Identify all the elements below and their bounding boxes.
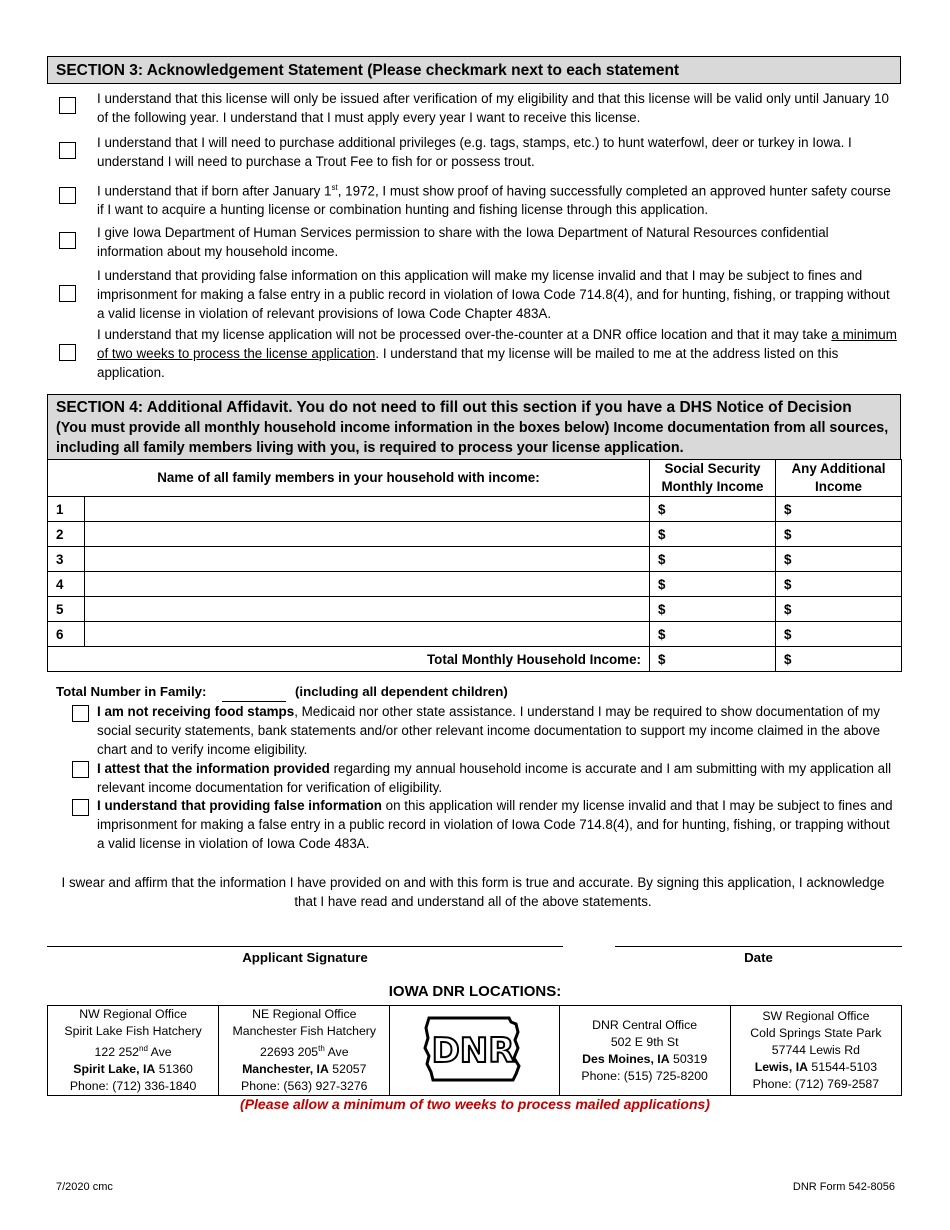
signature-line[interactable] bbox=[47, 946, 563, 947]
row-number: 4 bbox=[48, 572, 85, 597]
ack-statement-6: I understand that my license application will not be processed over-the-counter at a DNR office location and that it may take a minimum of two weeks to process the license application. I understand that my license will be mailed to me at the address listed on this application. bbox=[97, 327, 897, 380]
member-name-field[interactable] bbox=[85, 547, 650, 572]
attest-statement-3: I understand that providing false information on this application will render my license invalid and that I may be subject to fines and imprisonment for making a false entry in a public record in violation of Iowa Code 714.8(4), and for hunting, fishing, or trapping without a valid license in violation of Iowa Code 483A. bbox=[97, 798, 893, 851]
additional-income-field[interactable]: $ bbox=[776, 622, 902, 647]
attest-checkbox-1[interactable] bbox=[72, 705, 89, 722]
income-table-header bbox=[48, 460, 902, 497]
ack-checkbox-3[interactable] bbox=[59, 187, 76, 204]
ss-income-field[interactable]: $ bbox=[650, 572, 776, 597]
member-name-field[interactable] bbox=[85, 622, 650, 647]
total-additional-income-field[interactable]: $ bbox=[776, 647, 902, 672]
family-count-label: Total Number in Family: bbox=[56, 684, 207, 699]
ack-statement-5: I understand that providing false information on this application will make my license invalid and that I may be subject to fines and imprisonment for making a false entry in a public record in violation of Iowa Code 714.8(4), and for hunting, fishing, or trapping without a valid license in violation of relevant provisions of Iowa Code Chapter 483A. bbox=[97, 268, 890, 321]
ack-statement-2: I understand that I will need to purchase additional privileges (e.g. tags, stamps, etc.) to hunt waterfowl, deer or turkey in Iowa. I understand I will need to purchase a Trout Fee to fish for or possess trout. bbox=[97, 135, 852, 169]
col-header-additional: Any Additional Income bbox=[776, 460, 902, 497]
ack-checkbox-6[interactable] bbox=[59, 344, 76, 361]
footer-left: 7/2020 cmc bbox=[56, 1181, 113, 1193]
row-number: 3 bbox=[48, 547, 85, 572]
section4-title bbox=[47, 394, 901, 460]
member-name-field[interactable] bbox=[85, 597, 650, 622]
attest-checkbox-2[interactable] bbox=[72, 761, 89, 778]
ack-statement-4: I give Iowa Department of Human Services permission to share with the Iowa Department of Natural Resources confidential information about my household income. bbox=[97, 225, 829, 259]
additional-income-field[interactable]: $ bbox=[776, 522, 902, 547]
total-income-label: Total Monthly Household Income: bbox=[48, 647, 650, 672]
income-table bbox=[47, 459, 902, 672]
section4-title-line1: SECTION 4: Additional Affidavit. You do not need to fill out this section if you have a DHS Notice of Decision bbox=[56, 399, 852, 416]
ack-checkbox-4[interactable] bbox=[59, 232, 76, 249]
total-ss-income-field[interactable]: $ bbox=[650, 647, 776, 672]
ack-checkbox-2[interactable] bbox=[59, 142, 76, 159]
row-number: 2 bbox=[48, 522, 85, 547]
ack-statement-1: I understand that this license will only be issued after verification of my eligibility and that this license will be valid only until January 10 of the following year. I understand that I must apply every year I want to receive this license. bbox=[97, 91, 889, 125]
member-name-field[interactable] bbox=[85, 572, 650, 597]
ss-income-field[interactable]: $ bbox=[650, 622, 776, 647]
total-row bbox=[48, 647, 902, 672]
table-row bbox=[48, 597, 902, 622]
office-ne: NE Regional Office Manchester Fish Hatchery 22693 205th Ave Manchester, IA 52057 Phone: (563) 927-3276 bbox=[219, 1006, 390, 1096]
section3-title: SECTION 3: Acknowledgement Statement (Please checkmark next to each statement bbox=[47, 56, 901, 84]
additional-income-field[interactable]: $ bbox=[776, 597, 902, 622]
office-central: DNR Central Office 502 E 9th St Des Moines, IA 50319 Phone: (515) 725-8200 bbox=[559, 1006, 730, 1096]
col-header-name: Name of all family members in your household with income: bbox=[48, 460, 650, 497]
member-name-field[interactable] bbox=[85, 522, 650, 547]
svg-text:DNR: DNR bbox=[432, 1031, 515, 1072]
ack-checkbox-1[interactable] bbox=[59, 97, 76, 114]
signature-label: Applicant Signature bbox=[242, 950, 368, 965]
table-row bbox=[48, 547, 902, 572]
additional-income-field[interactable]: $ bbox=[776, 547, 902, 572]
attest-checkbox-3[interactable] bbox=[72, 799, 89, 816]
row-number: 6 bbox=[48, 622, 85, 647]
ack-checkbox-5[interactable] bbox=[59, 285, 76, 302]
date-line[interactable] bbox=[615, 946, 902, 947]
dnr-logo bbox=[390, 1006, 559, 1096]
dnr-logo-icon bbox=[419, 1012, 529, 1084]
table-row bbox=[48, 497, 902, 522]
attest-statement-1: I am not receiving food stamps, Medicaid nor other state assistance. I understand I may be required to show documentation of my social security statements, bank statements and/or other relevant income documentation to support my income claimed in the above chart and to verify income eligibility. bbox=[97, 704, 881, 757]
family-count-note: (including all dependent children) bbox=[295, 684, 508, 699]
ack-statement-3: I understand that if born after January 1st, 1972, I must show proof of having successfully completed an approved hunter safety course if I want to acquire a hunting license or combination hunting and fishing license through this application. bbox=[97, 183, 891, 218]
attest-statement-2: I attest that the information provided regarding my annual household income is accurate and I am submitting with my application all relevant income documentation for verification of eligibility. bbox=[97, 761, 892, 795]
additional-income-field[interactable]: $ bbox=[776, 497, 902, 522]
ss-income-field[interactable]: $ bbox=[650, 497, 776, 522]
office-sw: SW Regional Office Cold Springs State Park 57744 Lewis Rd Lewis, IA 51544-5103 Phone: (712) 769-2587 bbox=[730, 1006, 901, 1096]
ss-income-field[interactable]: $ bbox=[650, 522, 776, 547]
locations-title: IOWA DNR LOCATIONS: bbox=[388, 983, 562, 1000]
col-header-ss: Social Security Monthly Income bbox=[650, 460, 776, 497]
mail-notice: (Please allow a minimum of two weeks to process mailed applications) bbox=[240, 1096, 710, 1112]
ss-income-field[interactable]: $ bbox=[650, 597, 776, 622]
footer-right: DNR Form 542-8056 bbox=[792, 1181, 895, 1193]
section4-title-line2: (You must provide all monthly household income information in the boxes below) Income documentation from all sources, including all family members living with you, is required to process your license application. bbox=[56, 420, 889, 456]
swear-statement: I swear and affirm that the information I have provided on and with this form is true and accurate. By signing this application, I acknowledge that I have read and understand all of the above statements. bbox=[61, 875, 885, 909]
row-number: 5 bbox=[48, 597, 85, 622]
table-row bbox=[48, 622, 902, 647]
row-number: 1 bbox=[48, 497, 85, 522]
member-name-field[interactable] bbox=[85, 497, 650, 522]
office-nw: NW Regional Office Spirit Lake Fish Hatchery 122 252nd Ave Spirit Lake, IA 51360 Phone: (712) 336-1840 bbox=[48, 1006, 219, 1096]
table-row bbox=[48, 522, 902, 547]
ss-income-field[interactable]: $ bbox=[650, 547, 776, 572]
table-row bbox=[48, 572, 902, 597]
additional-income-field[interactable]: $ bbox=[776, 572, 902, 597]
locations-table bbox=[47, 1005, 902, 1096]
date-label: Date bbox=[744, 950, 773, 965]
